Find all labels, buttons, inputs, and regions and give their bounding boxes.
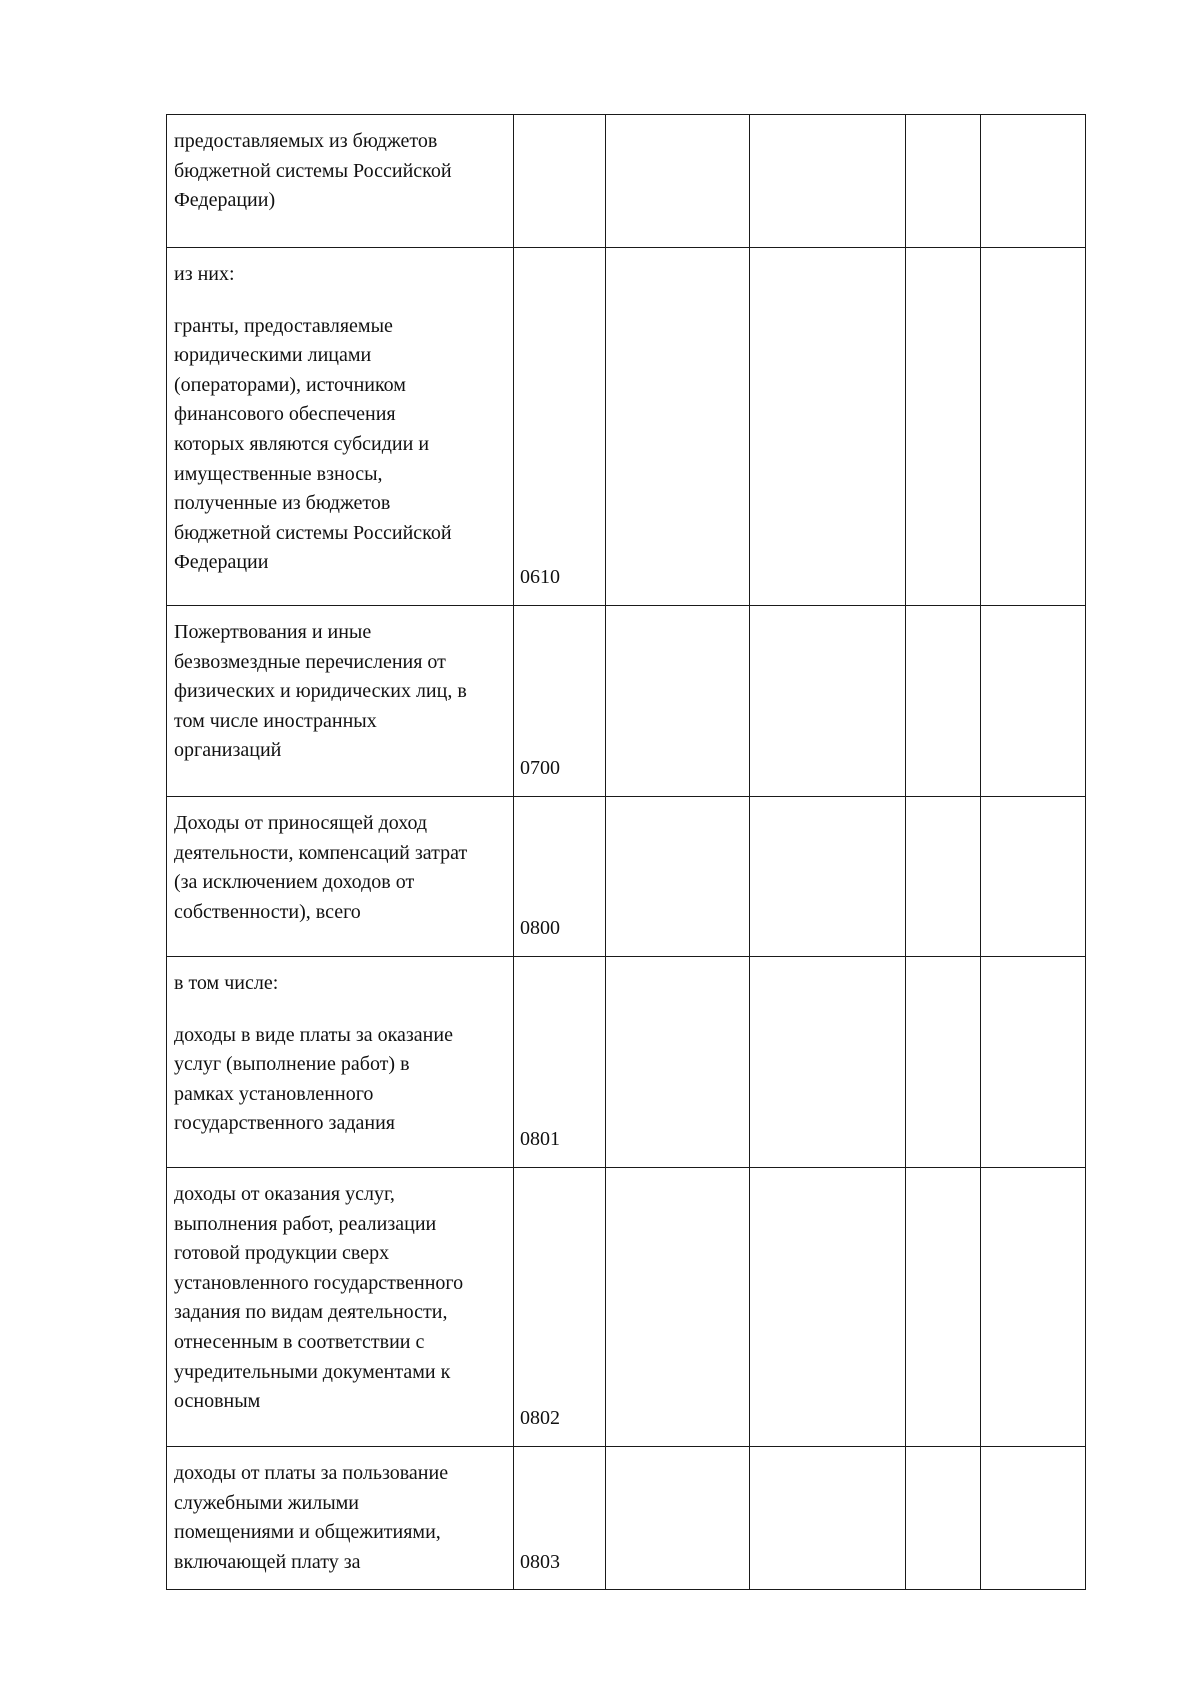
- value-cell: [981, 115, 1086, 248]
- row-label-cell: [167, 248, 514, 606]
- row-label-line: включающей плату за: [174, 1550, 361, 1573]
- value-cell: [606, 1447, 750, 1590]
- row-label-cell: [167, 797, 514, 957]
- value-cell: [981, 1168, 1086, 1447]
- row-label-line: бюджетной системы Российской: [174, 159, 452, 182]
- value-cell: [750, 1168, 906, 1447]
- row-label-cell: [167, 606, 514, 797]
- row-prefix-line: из них:: [174, 263, 235, 285]
- value-cell: [606, 957, 750, 1168]
- row-label-line: гранты, предоставляемые: [174, 314, 393, 337]
- row-label-line: рамках установленного: [174, 1082, 374, 1105]
- row-code-cell: 0803: [514, 1447, 606, 1590]
- table-row: [167, 1168, 1086, 1447]
- row-label-line: финансового обеспечения: [174, 403, 396, 426]
- report-table: [166, 114, 1086, 1590]
- row-label-cell: [167, 957, 514, 1168]
- value-cell: [906, 115, 981, 248]
- row-label-cell: [167, 115, 514, 248]
- row-label-line: предоставляемых из бюджетов: [174, 130, 438, 152]
- value-cell: [981, 957, 1086, 1168]
- table-row: [167, 606, 1086, 797]
- value-cell: [606, 1168, 750, 1447]
- row-code-cell: 0802: [514, 1168, 606, 1447]
- row-prefix-line: в том числе:: [174, 972, 279, 994]
- value-cell: [906, 957, 981, 1168]
- row-label-line: организаций: [174, 739, 282, 762]
- table-row: [167, 248, 1086, 606]
- value-cell: [750, 248, 906, 606]
- row-label-line: физических и юридических лиц, в: [174, 680, 467, 703]
- row-label-line: юридическими лицами: [174, 344, 372, 367]
- row-label-line: которых являются субсидии и: [174, 432, 430, 455]
- row-code-cell: 0700: [514, 606, 606, 797]
- row-label-line: учредительными документами к: [174, 1360, 451, 1383]
- table-row: [167, 797, 1086, 957]
- value-cell: [981, 797, 1086, 957]
- row-label-line: безвозмездные перечисления от: [174, 650, 446, 673]
- value-cell: [906, 248, 981, 606]
- value-cell: [606, 606, 750, 797]
- row-code-cell: [514, 115, 606, 248]
- row-label-line: Федерации: [174, 551, 269, 574]
- value-cell: [750, 797, 906, 957]
- row-label-line: основным: [174, 1390, 261, 1413]
- row-label-line: собственности), всего: [174, 900, 361, 923]
- value-cell: [750, 1447, 906, 1590]
- value-cell: [906, 1447, 981, 1590]
- row-label-line: (операторами), источником: [174, 373, 406, 396]
- row-label-cell: [167, 1168, 514, 1447]
- table-row: [167, 957, 1086, 1168]
- value-cell: [750, 606, 906, 797]
- row-code-cell: 0801: [514, 957, 606, 1168]
- row-code-cell: 0800: [514, 797, 606, 957]
- row-code-cell: 0610: [514, 248, 606, 606]
- row-label-line: Пожертвования и иные: [174, 621, 372, 643]
- value-cell: [750, 115, 906, 248]
- value-cell: [606, 115, 750, 248]
- row-label-line: деятельности, компенсаций затрат: [174, 841, 468, 864]
- row-label-line: доходы от оказания услуг,: [174, 1183, 395, 1205]
- table-row: [167, 115, 1086, 248]
- value-cell: [981, 606, 1086, 797]
- row-label-line: выполнения работ, реализации: [174, 1212, 437, 1235]
- value-cell: [906, 1168, 981, 1447]
- value-cell: [906, 797, 981, 957]
- row-label-line: государственного задания: [174, 1112, 395, 1135]
- value-cell: [606, 248, 750, 606]
- row-label-line: (за исключением доходов от: [174, 871, 415, 894]
- row-label-line: доходы от платы за пользование: [174, 1462, 449, 1484]
- row-label-line: доходы в виде платы за оказание: [174, 1023, 453, 1046]
- row-label-line: Федерации): [174, 189, 276, 212]
- row-label-line: помещениями и общежитиями,: [174, 1521, 441, 1544]
- value-cell: [606, 797, 750, 957]
- row-label-line: полученные из бюджетов: [174, 492, 391, 515]
- value-cell: [750, 957, 906, 1168]
- row-label-line: установленного государственного: [174, 1271, 464, 1294]
- row-label-line: Доходы от приносящей доход: [174, 812, 428, 834]
- row-label-cell: [167, 1447, 514, 1590]
- row-label-line: задания по видам деятельности,: [174, 1301, 448, 1324]
- row-label-line: отнесенным в соответствии с: [174, 1330, 425, 1353]
- row-label-line: бюджетной системы Российской: [174, 521, 452, 544]
- value-cell: [906, 606, 981, 797]
- row-label-line: том числе иностранных: [174, 709, 377, 732]
- row-label-line: служебными жилыми: [174, 1491, 359, 1514]
- row-label-line: услуг (выполнение работ) в: [174, 1053, 410, 1076]
- row-label-line: имущественные взносы,: [174, 462, 383, 485]
- value-cell: [981, 1447, 1086, 1590]
- row-label-line: готовой продукции сверх: [174, 1242, 390, 1265]
- value-cell: [981, 248, 1086, 606]
- table-row: [167, 1447, 1086, 1590]
